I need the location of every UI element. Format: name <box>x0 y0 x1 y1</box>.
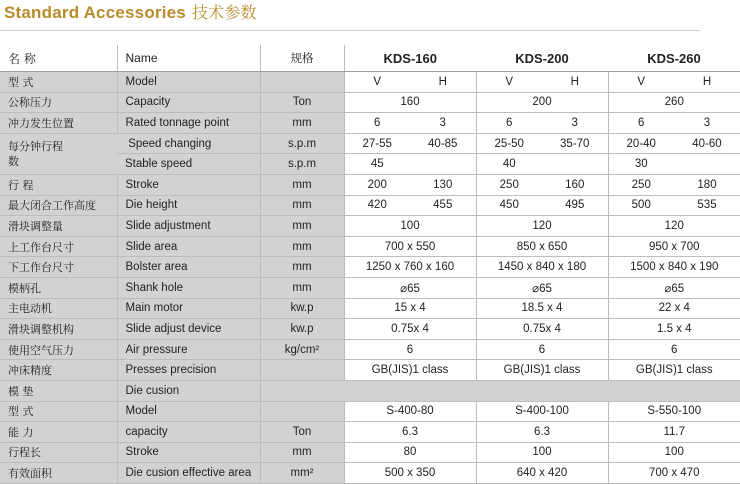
section-label-en: Die cusion <box>117 380 260 401</box>
cell-value: 950 x 700 <box>608 236 740 257</box>
row-label-en: Slide area <box>117 236 260 257</box>
row-label-cn: 滑块调整量 <box>0 216 117 237</box>
cell-value: S-400-80 <box>344 401 476 422</box>
row-unit: mm <box>260 174 344 195</box>
cell-value: 0.75x 4 <box>344 319 476 340</box>
page-title-en: Standard Accessories <box>4 3 186 22</box>
cell-value: 40-85 <box>410 133 476 154</box>
cell-value: 700 x 550 <box>344 236 476 257</box>
row-label-en: Model <box>117 72 260 93</box>
cell-value: 495 <box>542 195 608 216</box>
cell-value: 100 <box>344 216 476 237</box>
cell-value: V <box>344 72 410 93</box>
table-row <box>0 92 740 113</box>
cell-value: 180 <box>674 174 740 195</box>
row-label-cn: 使用空气压力 <box>0 339 117 360</box>
cell-value: 6.3 <box>476 422 608 443</box>
table-row <box>0 339 740 360</box>
cell-value: 100 <box>476 442 608 463</box>
cell-value: V <box>608 72 674 93</box>
cell-value: 455 <box>410 195 476 216</box>
cell-value: 1500 x 840 x 190 <box>608 257 740 278</box>
row-label-en: Stroke <box>117 174 260 195</box>
cell-value: 100 <box>608 442 740 463</box>
cell-value: 6.3 <box>344 422 476 443</box>
title-divider <box>0 30 700 31</box>
cell-value: 25-50 <box>476 133 542 154</box>
cell-value: S-400-100 <box>476 401 608 422</box>
row-label-en: capacity <box>117 422 260 443</box>
row-unit <box>260 401 344 422</box>
table-row <box>0 174 740 195</box>
cell-value: H <box>542 72 608 93</box>
row-label-en <box>117 133 260 154</box>
cell-value: H <box>674 72 740 93</box>
cell-value: 6 <box>608 339 740 360</box>
row-unit: mm <box>260 236 344 257</box>
row-unit: mm <box>260 216 344 237</box>
row-label-en: Presses precision <box>117 360 260 381</box>
row-unit: s.p.m <box>260 154 344 175</box>
header-unit: 规格 <box>260 45 344 72</box>
cell-value: 15 x 4 <box>344 298 476 319</box>
cell-value: 1.5 x 4 <box>608 319 740 340</box>
table-row <box>0 422 740 443</box>
row-label-en: Die cusion effective area <box>117 463 260 484</box>
cell-value-empty <box>410 154 476 175</box>
row-label-en: Main motor <box>117 298 260 319</box>
row-label-cn: 公称压力 <box>0 92 117 113</box>
header-model-kds260: KDS-260 <box>608 45 740 72</box>
cell-value: 45 <box>344 154 410 175</box>
cell-value: 11.7 <box>608 422 740 443</box>
spec-table <box>0 45 740 484</box>
table-row <box>0 236 740 257</box>
cell-value: 500 x 350 <box>344 463 476 484</box>
row-unit: mm <box>260 257 344 278</box>
cell-value: ⌀65 <box>476 277 608 298</box>
row-label-cn: 主电动机 <box>0 298 117 319</box>
cell-value: 850 x 650 <box>476 236 608 257</box>
cell-value: 6 <box>476 113 542 134</box>
row-unit <box>260 72 344 93</box>
cell-value: 3 <box>542 113 608 134</box>
cell-value: 1250 x 760 x 160 <box>344 257 476 278</box>
row-label-en: Slide adjust device <box>117 319 260 340</box>
cell-value: 500 <box>608 195 674 216</box>
cell-value-empty <box>542 154 608 175</box>
table-row <box>0 319 740 340</box>
row-label-cn: 模柄孔 <box>0 277 117 298</box>
cell-value: 260 <box>608 92 740 113</box>
row-label-cn: 型 式 <box>0 72 117 93</box>
row-unit: kg/cm² <box>260 339 344 360</box>
cell-value: 130 <box>410 174 476 195</box>
row-unit: kw.p <box>260 298 344 319</box>
cell-value: ⌀65 <box>608 277 740 298</box>
table-row <box>0 298 740 319</box>
row-label-en: Die height <box>117 195 260 216</box>
table-row <box>0 257 740 278</box>
row-label-en: Bolster area <box>117 257 260 278</box>
table-row <box>0 216 740 237</box>
table-header-row <box>0 45 740 72</box>
cell-value: GB(JIS)1 class <box>608 360 740 381</box>
cell-value: 700 x 470 <box>608 463 740 484</box>
row-label-en: Stroke <box>117 442 260 463</box>
row-label-en: Shank hole <box>117 277 260 298</box>
row-unit: Ton <box>260 422 344 443</box>
cell-value: H <box>410 72 476 93</box>
cell-value: 250 <box>476 174 542 195</box>
row-unit: mm <box>260 277 344 298</box>
cell-value: 250 <box>608 174 674 195</box>
section-label-cn: 模 垫 <box>0 380 117 401</box>
row-label-cn: 下工作台尺寸 <box>0 257 117 278</box>
cell-value: 40-60 <box>674 133 740 154</box>
cell-value: 6 <box>476 339 608 360</box>
row-label-cn: 冲床精度 <box>0 360 117 381</box>
row-unit <box>260 360 344 381</box>
table-row <box>0 442 740 463</box>
cell-value: V <box>476 72 542 93</box>
page-title <box>4 1 257 25</box>
cell-value: 6 <box>608 113 674 134</box>
header-model-kds200: KDS-200 <box>476 45 608 72</box>
table-row <box>0 195 740 216</box>
row-unit: mm <box>260 113 344 134</box>
row-label-en: Air pressure <box>117 339 260 360</box>
cell-value: 120 <box>608 216 740 237</box>
cell-value: 535 <box>674 195 740 216</box>
row-label-cn: 行 程 <box>0 174 117 195</box>
row-unit: mm <box>260 442 344 463</box>
cell-value: 120 <box>476 216 608 237</box>
header-name-en: Name <box>117 45 260 72</box>
cell-value: 640 x 420 <box>476 463 608 484</box>
cell-value: 160 <box>542 174 608 195</box>
cell-value: 200 <box>344 174 410 195</box>
table-section-row <box>0 380 740 401</box>
row-label-en: Speed changing <box>128 137 212 150</box>
cell-value: 30 <box>608 154 674 175</box>
row-label-en: Model <box>117 401 260 422</box>
cell-value: GB(JIS)1 class <box>344 360 476 381</box>
table-row <box>0 401 740 422</box>
cell-value: 3 <box>410 113 476 134</box>
row-group-label-spm <box>0 133 117 174</box>
header-name-cn: 名 称 <box>0 45 117 72</box>
cell-value: 3 <box>674 113 740 134</box>
cell-value: 80 <box>344 442 476 463</box>
row-unit <box>260 380 344 401</box>
cell-value: 35-70 <box>542 133 608 154</box>
cell-value: ⌀65 <box>344 277 476 298</box>
row-label-cn: 能 力 <box>0 422 117 443</box>
row-unit: s.p.m <box>260 133 344 154</box>
row-unit: mm² <box>260 463 344 484</box>
cell-value: 20-40 <box>608 133 674 154</box>
cell-value: 40 <box>476 154 542 175</box>
row-label-en: Stable speed <box>117 154 260 175</box>
header-model-kds160: KDS-160 <box>344 45 476 72</box>
row-unit: kw.p <box>260 319 344 340</box>
row-unit: mm <box>260 195 344 216</box>
table-row <box>0 463 740 484</box>
cell-value-empty <box>344 380 740 401</box>
cell-value: 22 x 4 <box>608 298 740 319</box>
cell-value: 160 <box>344 92 476 113</box>
table-row <box>0 360 740 381</box>
table-row <box>0 133 740 154</box>
row-label-en: Rated tonnage point <box>117 113 260 134</box>
row-label-en: Slide adjustment <box>117 216 260 237</box>
spm-group-cn: 每分钟行程数 <box>8 139 63 168</box>
cell-value: 18.5 x 4 <box>476 298 608 319</box>
row-label-en: Capacity <box>117 92 260 113</box>
row-unit: Ton <box>260 92 344 113</box>
cell-value: 0.75x 4 <box>476 319 608 340</box>
cell-value: S-550-100 <box>608 401 740 422</box>
table-row <box>0 277 740 298</box>
page-title-cn: 技术参数 <box>191 3 257 22</box>
cell-value: 6 <box>344 113 410 134</box>
cell-value: 450 <box>476 195 542 216</box>
cell-value: GB(JIS)1 class <box>476 360 608 381</box>
row-label-cn: 型 式 <box>0 401 117 422</box>
cell-value: 6 <box>344 339 476 360</box>
table-row <box>0 72 740 93</box>
cell-value: 420 <box>344 195 410 216</box>
row-label-cn: 有效面积 <box>0 463 117 484</box>
row-label-cn: 最大闭合工作高度 <box>0 195 117 216</box>
row-label-cn: 行程长 <box>0 442 117 463</box>
cell-value: 200 <box>476 92 608 113</box>
cell-value: 27-55 <box>344 133 410 154</box>
table-row <box>0 113 740 134</box>
cell-value-empty <box>674 154 740 175</box>
row-label-cn: 滑块调整机构 <box>0 319 117 340</box>
cell-value: 1450 x 840 x 180 <box>476 257 608 278</box>
row-label-cn: 上工作台尺寸 <box>0 236 117 257</box>
row-label-cn: 冲力发生位置 <box>0 113 117 134</box>
